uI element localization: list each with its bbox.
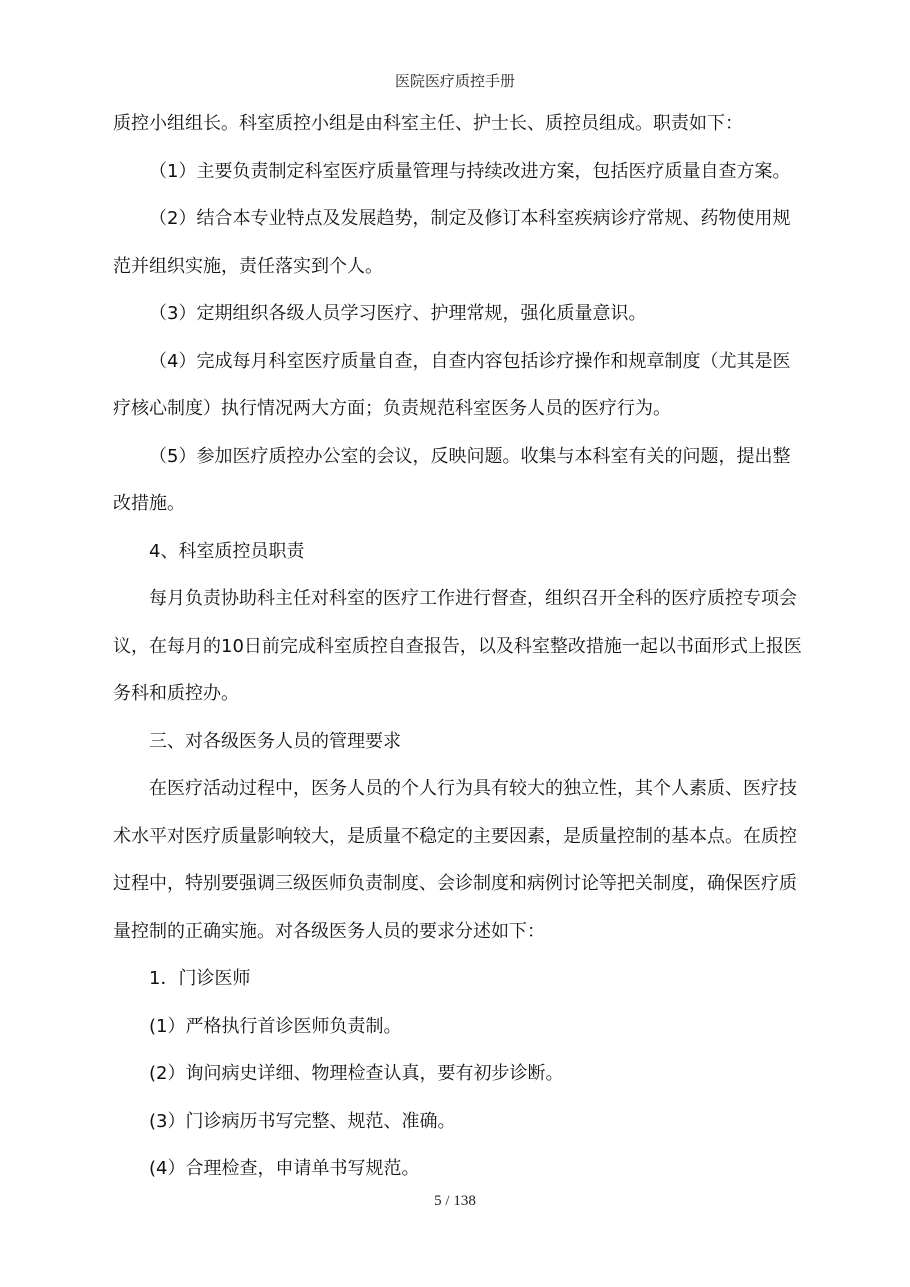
list-item-outpatient-1: (1）严格执行首诊医师负责制。 bbox=[149, 1015, 402, 1037]
list-item-2: （2）结合本专业特点及发展趋势，制定及修订本科室疾病诊疗常规、药物使用规范并组织实施，责任落实到个人。 bbox=[113, 208, 791, 277]
document-body bbox=[113, 100, 803, 1193]
list-item-5: （5）参加医疗质控办公室的会议，反映问题。收集与本科室有关的问题，提出整改措施。 bbox=[113, 445, 791, 514]
list-item-4: （4）完成每月科室医疗质量自查，自查内容包括诊疗操作和规章制度（尤其是医疗核心制度）执行情况两大方面；负责规范科室医务人员的医疗行为。 bbox=[113, 350, 791, 419]
paragraph-quality-officer: 每月负责协助科主任对科室的医疗工作进行督查，组织召开全科的医疗质控专项会议，在每月的10日前完成科室质控自查报告，以及科室整改措施一起以书面形式上报医务科和质控办。 bbox=[113, 588, 802, 704]
list-item-outpatient-3: (3）门诊病历书写完整、规范、准确。 bbox=[149, 1110, 456, 1132]
list-item-outpatient-4: (4）合理检查，申请单书写规范。 bbox=[149, 1158, 420, 1179]
list-item-3: （3）定期组织各级人员学习医疗、护理常规，强化质量意识。 bbox=[149, 303, 647, 324]
paragraph-continuation: 质控小组组长。科室质控小组是由科室主任、护士长、质控员组成。职责如下： bbox=[113, 113, 743, 134]
subsection-heading-outpatient: 1．门诊医师 bbox=[149, 968, 251, 989]
section-heading-staff-requirements: 三、对各级医务人员的管理要求 bbox=[149, 730, 401, 752]
list-item-1: （1）主要负责制定科室医疗质量管理与持续改进方案，包括医疗质量自查方案。 bbox=[149, 160, 791, 182]
paragraph-staff-requirements: 在医疗活动过程中，医务人员的个人行为具有较大的独立性，其个人素质、医疗技术水平对医疗质量影响较大，是质量不稳定的主要因素，是质量控制的基本点。在质控过程中，特别要强调三级医师负责制度、会诊制度和病例讨论等把关制度，确保医疗质量控制的正确实施。对各级医务人员的要求分述如下： bbox=[113, 778, 797, 942]
page-header: 医院医疗质控手册 bbox=[394, 72, 515, 90]
list-item-outpatient-2: (2）询问病史详细、物理检查认真，要有初步诊断。 bbox=[149, 1063, 564, 1084]
page-number: 5 / 138 bbox=[434, 1193, 476, 1209]
section-heading-quality-officer: 4、科室质控员职责 bbox=[149, 540, 305, 562]
